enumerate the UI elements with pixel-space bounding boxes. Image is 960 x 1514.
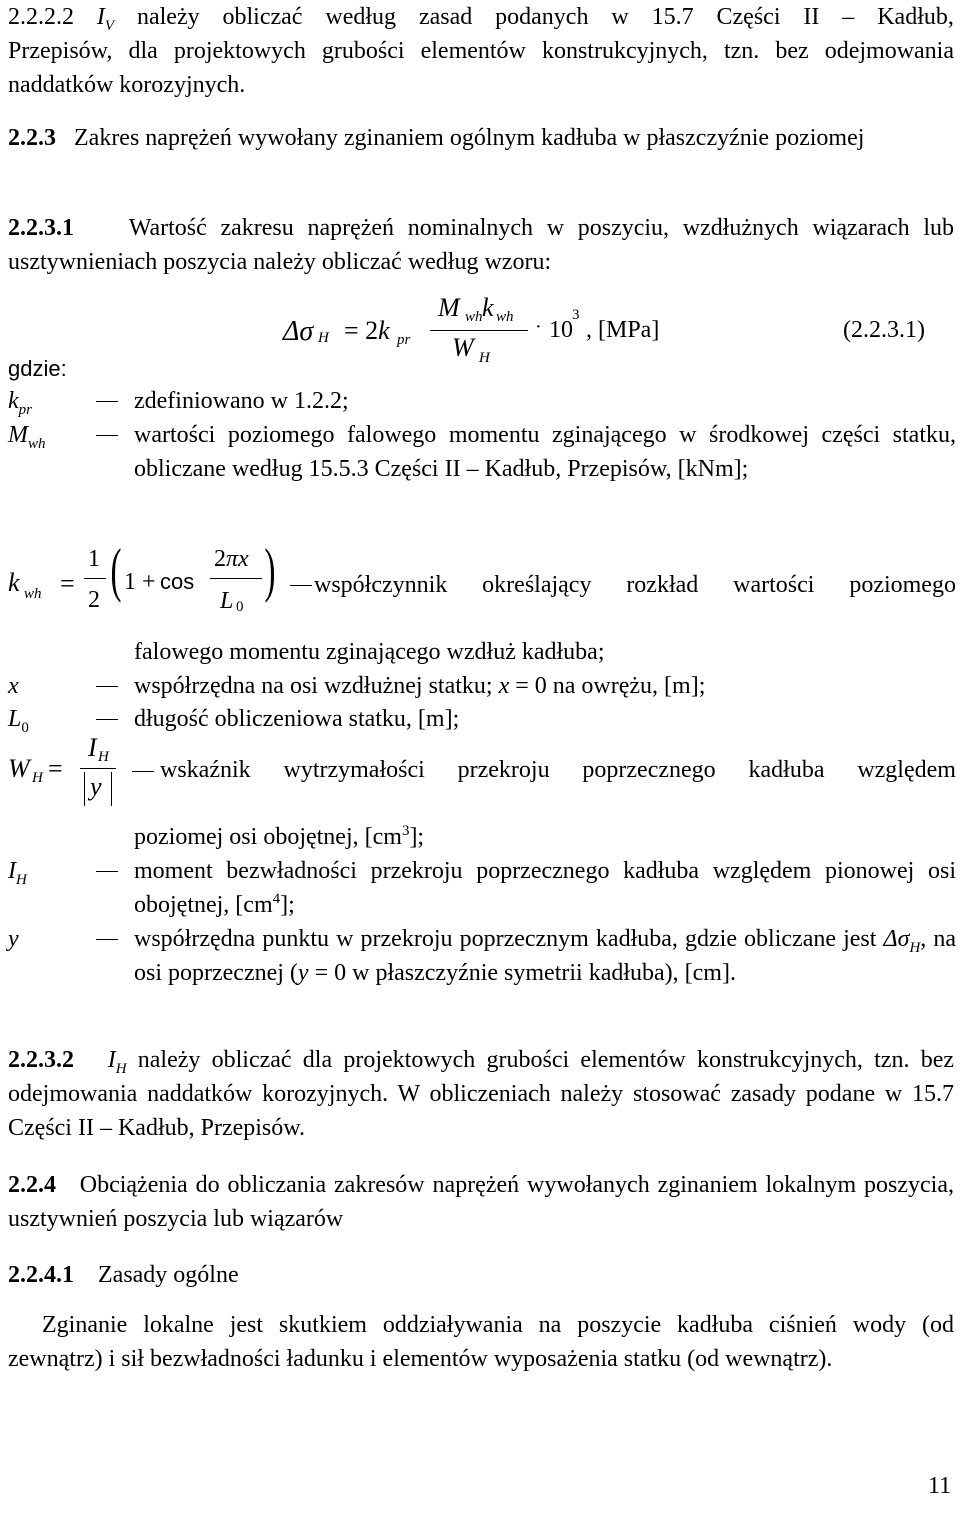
def-symbol-kpr: $k_{pr}$ [8,388,32,418]
section-number: 2.2.2.2 [8,4,74,30]
def-text-wh: wskaźnik wytrzymałości przekroju poprzecznego kadłuba względem [160,757,956,783]
def-text-y: współrzędna punktu w przekroju poprzecznym kadłuba, gdzie obliczane jest $\Delta\sigma_H$, na osi poprzecznej (y = 0 w płaszczyźnie symetrii kadłuba), [cm]. [134,926,957,986]
dash [96,435,118,436]
symbol-iv: $I_V$ [96,4,115,34]
def-text-mwh: wartości poziomego falowego momentu zginającego w środkowej części statku, obliczane według 15.5.3 Części II – Kadłub, Przepisów, [kNm]; [134,422,956,482]
def-text-kwh-cont: falowego momentu zginającego wzdłuż kadłuba; [134,639,605,665]
dash [96,871,118,872]
where-label: gdzie: [8,356,67,381]
def-symbol-x: x [8,673,19,699]
def-symbol-mwh: $M_{wh}$ [8,422,46,452]
page-number: 11 [928,1473,952,1499]
dash [132,771,154,772]
paragraph-2-2-3-1: 2.2.3.1 Wartość zakresu naprężeń nominalnych w poszyciu, wzdłużnych wiązarach lub usztywnieniach poszycia należy obliczać według wzoru: [8,215,954,275]
section-heading-2-2-3: 2.2.3 Zakres naprężeń wywołany zginaniem ogólnym kadłuba w płaszczyźnie poziomej [8,125,865,151]
def-text-kwh: współczynnik określający rozkład wartości poziomego [314,572,956,598]
section-heading-2-2-4: 2.2.4 Obciążenia do obliczania zakresów naprężeń wywołanych zginaniem lokalnym poszycia, usztywnień poszycia lub wiązarów [8,1172,955,1232]
def-symbol-y: y [8,926,19,952]
def-symbol-ih: $I_H$ [8,858,27,888]
paragraph-2-2-2-2-line1: 2.2.2.2 $I_V$ należy obliczać według zasad podanych w 15.7 Części II – Kadłub, [8,0,954,34]
dash [96,401,118,402]
section-heading-2-2-4-1: 2.2.4.1 Zasady ogólne [8,1262,239,1288]
dash [96,939,118,940]
paragraph-2-2-3-2: 2.2.3.2 $I_H$ należy obliczać dla projektowych grubości elementów konstrukcyjnych, tzn. bez odejmowania naddatków korozyjnych. W obliczeniach należy stosować zasady podane w 15.7 Części II – Kadłub, Przepisów. [8,1047,954,1141]
def-text-ih: moment bezwładności przekroju poprzecznego kadłuba względem pionowej osi obojętnej, $[cm^4]$; [134,858,956,918]
paragraph-2-2-2-2-rest: Przepisów, dla projektowych grubości elementów konstrukcyjnych, tzn. bez odejmowania naddatków korozyjnych. [8,38,954,98]
dash [290,585,312,586]
dash [96,719,118,720]
paragraph-local-bending: Zginanie lokalne jest skutkiem oddziaływania na poszycie kadłuba ciśnień wody (od zewnątrz) i sił bezwładności ładunku i elementów wyposażenia statku (od wewnątrz). [8,1312,954,1372]
def-text-wh-cont: poziomej osi obojętnej, $[cm^3]$; [134,823,425,850]
fraction-bar [430,330,528,331]
def-text-kpr: zdefiniowano w 1.2.2; [134,388,349,414]
equation-number: (2.2.3.1) [843,317,925,343]
def-text-l0: długość obliczeniowa statku, [m]; [134,706,460,732]
def-text-x: współrzędna na osi wzdłużnej statku; x = 0 na owrężu, [m]; [134,673,706,699]
dash [96,686,118,687]
def-symbol-l0: $L_0$ [8,706,29,736]
